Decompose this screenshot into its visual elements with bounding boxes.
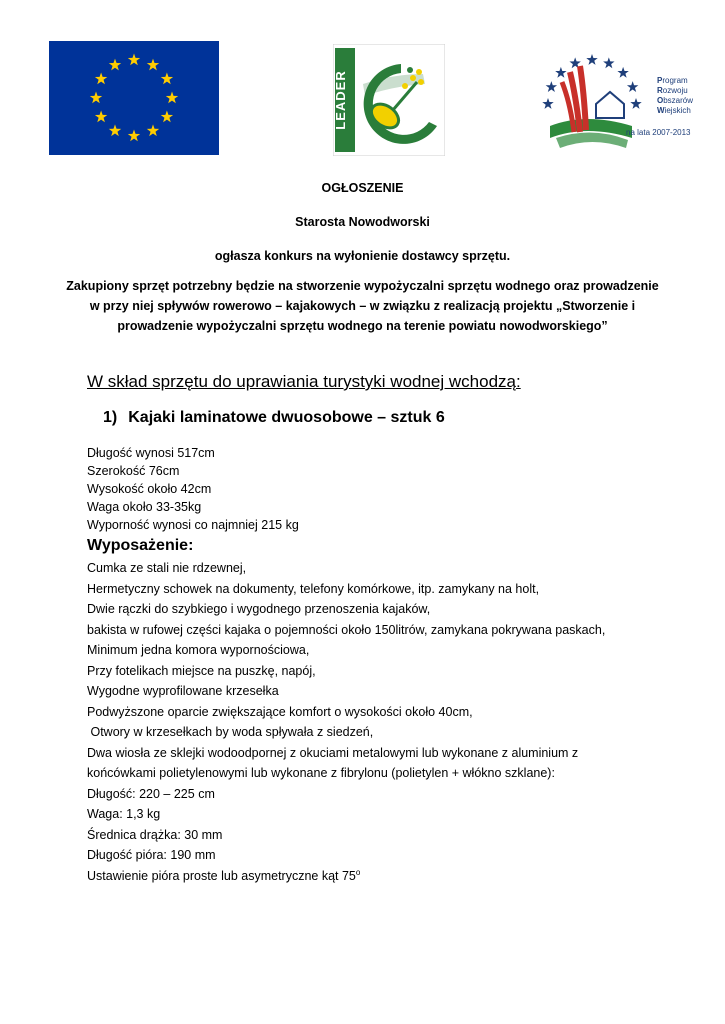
prow-emblem [536,42,654,154]
prow-title-cap: W [657,106,665,115]
prow-star-icon [546,81,557,92]
spec-line: Waga około 33-35kg [87,500,202,514]
leader-text: LEADER [333,70,348,130]
equipment-item: Hermetyczny schowek na dokumenty, telefony komórkowe, itp. zamykany na holt, [87,581,540,596]
eu-flag-logo [49,41,219,155]
equipment-list [87,558,647,886]
prow-title-line [657,96,693,106]
authority-name: Starosta Nowodworski [295,215,430,229]
prow-title-rest: ozwoju [662,86,688,95]
equipment-item: Średnica drążka: 30 mm [87,827,223,842]
equipment-item-text: Ustawienie pióra proste lub asymetryczne kąt 75 [87,868,356,883]
spec-line: Wyporność wynosi co najmniej 215 kg [87,518,299,532]
equipment-item: Dwie rączki do szybkiego i wygodnego przenoszenia kajaków, [87,602,431,616]
equipment-item: Cumka ze stali nie rdzewnej, [87,561,247,575]
equipment-item: Waga: 1,3 kg [87,807,161,821]
equipment-item: Podwyższone oparcie zwiększające komfort o wysokości około 40cm, [87,704,473,719]
prow-title-cap: P [657,76,663,85]
item-title: Kajaki laminatowe dwuosobowe – sztuk 6 [128,409,445,426]
equipment-item: Długość: 220 – 225 cm [87,786,215,801]
spec-line: Szerokość 76cm [87,464,180,478]
prow-years: na lata 2007-2013 [626,128,691,137]
equipment-item-last [87,866,647,887]
prow-title-rest: iejskich [664,106,691,115]
specs-list [87,444,299,534]
prow-title-cap: R [657,86,663,95]
prow-title [657,76,693,116]
prow-title-cap: O [657,96,664,105]
logo-bar [0,0,725,170]
prow-title-line [657,106,693,116]
leader-logo [333,44,445,156]
equipment-item: Przy fotelikach miejsce na puszkę, napój, [87,663,316,678]
prow-star-icon [555,67,566,78]
announcement-subtitle: ogłasza konkurs na wyłonienie dostawcy sprzętu. [214,249,511,263]
equipment-item: bakista w rufowej części kajaka o pojemności około 150litrów, zamykana pokrywana paskach, [87,622,606,637]
prow-star-icon [586,54,597,65]
item-number: 1) [103,409,118,426]
project-purpose: Zakupiony sprzęt potrzebny będzie na stworzenie wypożyczalni sprzętu wodnego oraz prowadzenie w przy niej spływów rowerowo – kajakowych – w związku z realizacją projektu „Stworzenie i prowadzenie wypożyczalni sprzętu wodnego na terenie powiatu nowodworskiego” [66,279,659,333]
announcement-title: OGŁOSZENIE [321,181,404,195]
degree-sup: o [355,867,361,877]
spec-line: Długość wynosi 517cm [87,446,215,460]
prow-star-icon [627,81,638,92]
equipment-heading: W skład sprzętu do uprawiania turystyki wodnej wchodzą: [87,372,521,391]
equipment-item: Otwory w krzesełkach by woda spływała z siedzeń, [87,725,374,739]
prow-logo [536,42,714,154]
prow-title-rest: rogram [662,76,688,85]
spec-line: Wysokość około 42cm [87,482,212,496]
prow-star-icon [542,98,553,109]
prow-star-icon [603,57,614,68]
equipment-item: Długość pióra: 190 mm [87,848,216,862]
equipment-title: Wyposażenie: [87,537,194,554]
equipment-item: Dwa wiosła ze sklejki wodoodpornej z okuciami metalowymi lub wykonane z aluminium z końcówkami polietylenowymi lub wykonane z fibrylonu (polietylen + włókno szklane): [87,745,579,780]
prow-star-icon [630,98,641,109]
prow-title-line [657,86,693,96]
equipment-item: Wygodne wyprofilowane krzesełka [87,684,279,698]
prow-title-rest: bszarów [663,96,694,105]
item-heading [103,409,445,427]
equipment-item: Minimum jedna komora wypornościowa, [87,643,310,657]
prow-star-icon [617,67,628,78]
prow-title-line [657,76,693,86]
